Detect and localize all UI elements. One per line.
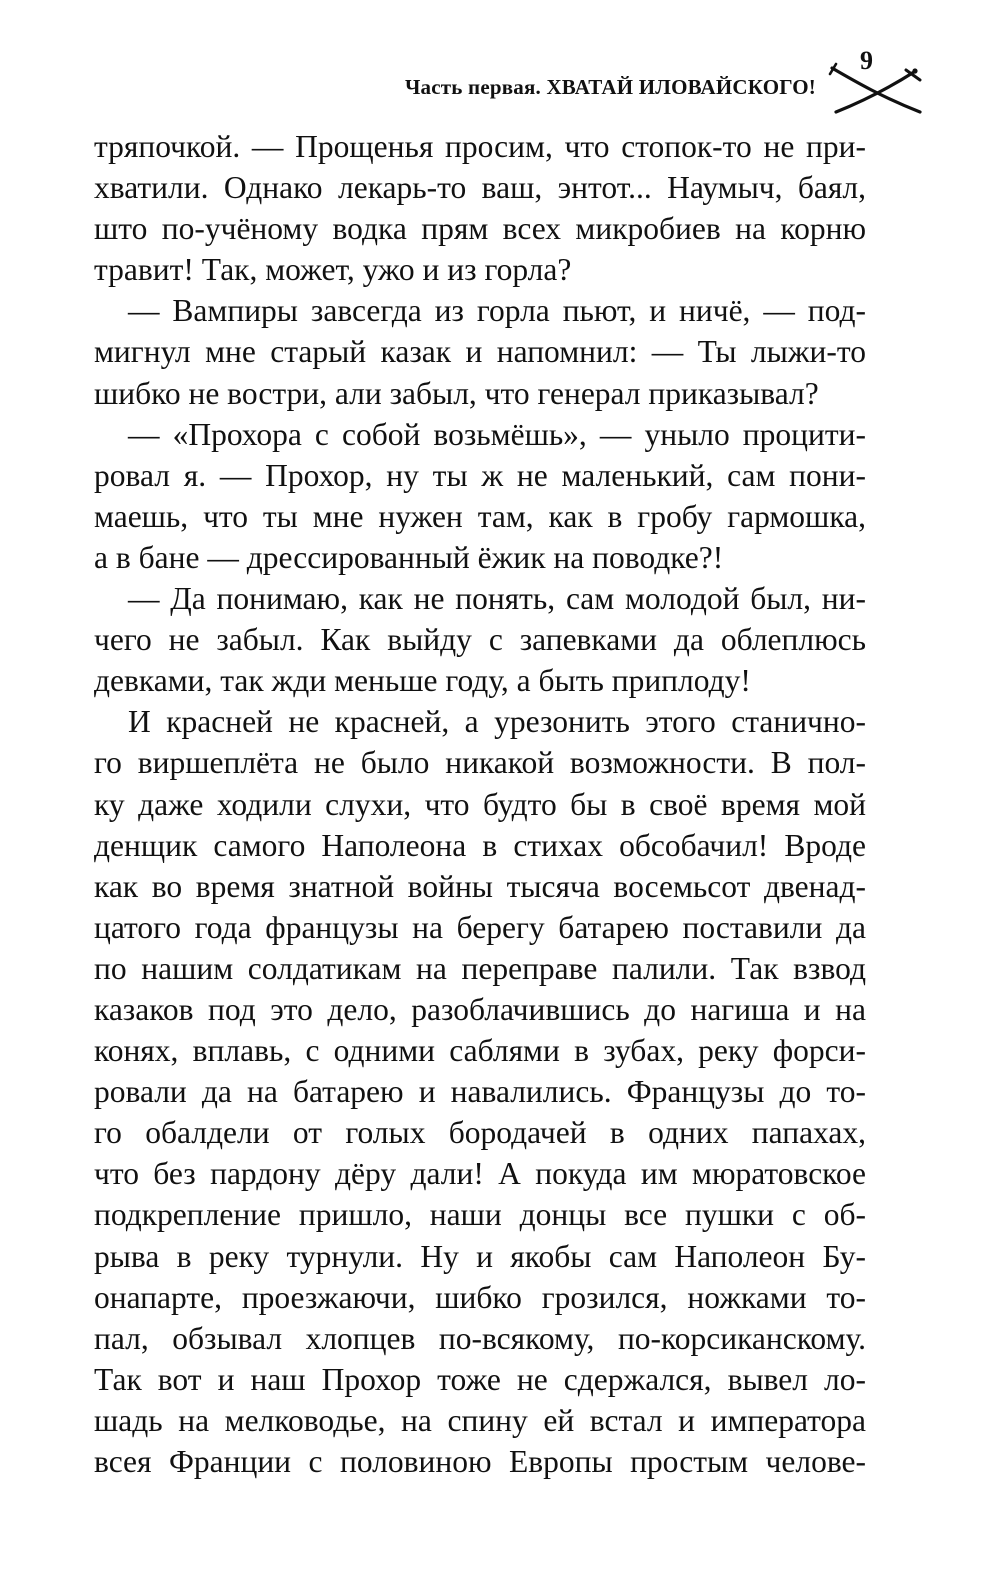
text-line: тряпочкой. — Прощенья просим, что стопок-то не при-: [94, 129, 866, 164]
text-line: девками, так жди меньше году, а быть приплоду!: [94, 663, 751, 699]
running-title: Часть первая. ХВАТАЙ ИЛОВАЙСКОГО!: [404, 75, 816, 99]
text-line: И красней не красней, а урезонить этого станично-: [128, 704, 866, 740]
text-line: рыва в реку турнули. Ну и якобы сам Наполеон Бу-: [94, 1238, 866, 1274]
text-line: а в бане — дрессированный ёжик на поводке?!: [94, 539, 724, 575]
text-line: го виршеплёта не было никакой возможности. В пол-: [94, 745, 866, 781]
text-line: пал, обзывал хлопцев по-всякому, по-корсиканскому.: [94, 1320, 866, 1356]
text-line: что без пардону дёру дали! А покуда им мюратовское: [94, 1156, 866, 1192]
text-line: ку даже ходили слухи, что будто бы в своё время мой: [94, 786, 866, 822]
text-line: по нашим солдатикам на переправе палили. Так взвод: [94, 950, 866, 986]
text-line: — «Прохора с собой возьмёшь», — уныло процити-: [128, 416, 866, 452]
text-line: как во время знатной войны тысяча восемьсот двенад-: [94, 868, 866, 904]
text-line: травит! Так, может, ужо и из горла?: [94, 252, 572, 288]
text-line: денщик самого Наполеона в стихах обсобачил! Вроде: [94, 827, 866, 863]
text-line: мигнул мне старый казак и напомнил: — Ты лыжи-то: [94, 334, 866, 370]
text-line: Так вот и наш Прохор тоже не сдержался, вывел ло-: [94, 1361, 866, 1397]
text-line: казаков под это дело, разоблачившись до нагиша и на: [94, 991, 866, 1027]
text-line: шадь на мелководье, на спину ей встал и императора: [94, 1402, 866, 1438]
text-line: хватили. Однако лекарь-то ваш, энтот... Наумыч, баял,: [94, 170, 866, 206]
text-line: всея Франции с половиною Европы простым челове-: [94, 1444, 866, 1479]
page-number: 9: [860, 46, 873, 75]
running-head: [0, 46, 1000, 118]
text-line: — Да понимаю, как не понять, сам молодой был, ни-: [128, 581, 866, 617]
text-line: го обалдели от голых бородачей в одних папахах,: [94, 1115, 866, 1151]
text-line: шибко не востри, али забыл, что генерал приказывал?: [94, 375, 819, 411]
text-line: конях, вплавь, с одними саблями в зубах, реку форси-: [94, 1033, 866, 1069]
text-line: онапарте, проезжаючи, шибко грозился, ножками то-: [94, 1279, 866, 1315]
text-line: — Вампиры завсегда из горла пьют, и ничё, — под-: [128, 293, 866, 329]
text-line: чего не забыл. Как выйду с запевками да облеплюсь: [94, 622, 866, 658]
text-line: подкрепление пришло, наши донцы все пушки с об-: [94, 1197, 866, 1233]
crossed-sabers-icon: [826, 62, 926, 118]
text-body: [94, 126, 866, 1482]
text-line: ровал я. — Прохор, ну ты ж не маленький, сам пони-: [94, 457, 866, 493]
text-line: ровали да на батарею и навалились. Французы до то-: [94, 1074, 866, 1110]
text-line: цатого года французы на берегу батарею поставили да: [94, 909, 866, 945]
text-line: маешь, что ты мне нужен там, как в гробу гармошка,: [94, 498, 866, 534]
text-line: што по-учёному водка прям всех микробиев на корню: [94, 211, 866, 247]
